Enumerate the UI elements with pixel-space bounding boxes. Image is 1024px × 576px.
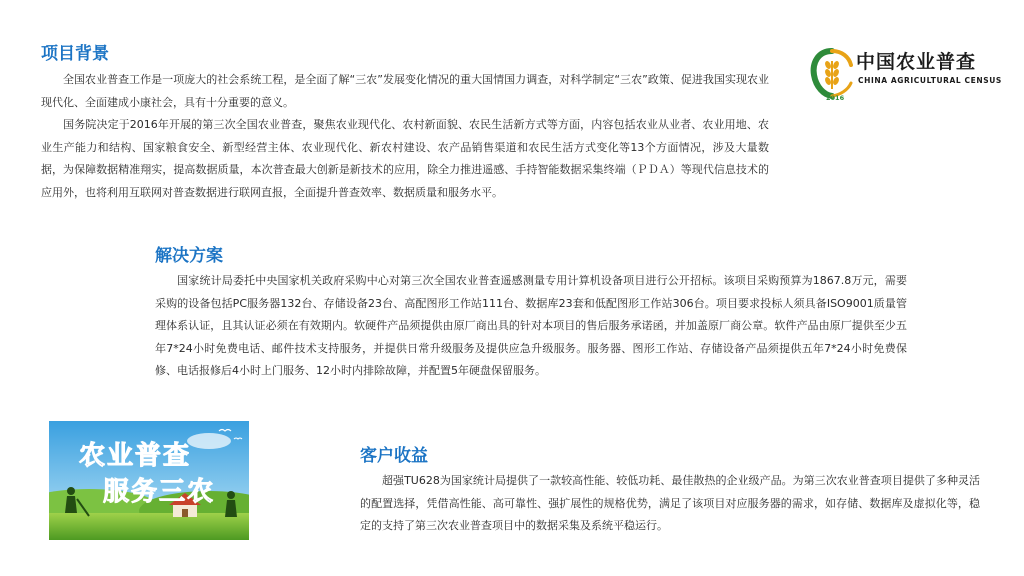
banner-text-line-1: 农业普查: [79, 441, 192, 471]
background-heading: 项目背景: [41, 44, 109, 64]
solution-paragraph-text: 国家统计局委托中央国家机关政府采购中心对第三次全国农业普查遥感测量专用计算机设备项目进行公开招标。该项目采购预算为1867.8万元，需要采购的设备包括PC服务器132台、存储设备23台、高配图形工作站111台、数据库23套和低配图形工作站306台。项目要求投标人须具备ISO9001质量管理体系认证，且其认证必须在有效期内。软硬件产品须提供由原厂商出具的针对本项目的售后服务承诺函，并加盖原厂商公章。软件产品由原厂提供至少五年7*24小时免费电话、邮件技术支持服务，并提供日常升级服务及提供应急升级服务。服务器、图形工作站、存储设备产品须提供五年7*24小时免费保修、电话报修后4小时上门服务、12小时内排除故障，并配置5年硬盘保留服务。: [155, 274, 907, 377]
logo-english-name: CHINA AGRICULTURAL CENSUS: [858, 76, 1002, 85]
solution-heading: 解决方案: [155, 246, 223, 266]
banner-text-line-2: 服务三农: [103, 477, 216, 507]
census-logo: [808, 45, 1002, 101]
agriculture-census-banner-image: [49, 421, 249, 540]
wheat-emblem-icon: [808, 45, 856, 101]
background-paragraph-2-text: 国务院决定于2016年开展的第三次全国农业普查，聚焦农业现代化、农村新面貌、农民生活新方式等方面，内容包括农业从业者、农业用地、农业生产能力和结构、国家粮食安全、新型经营主体、农业现代化、新农村建设、农产品销售渠道和农民生活方式变化等13个方面情况，涉及大量数据，为保障数据精准翔实，提高数据质量，本次普查最大创新是新技术的应用，除全力推进遥感、手持智能数据采集终端（ＰＤＡ）等现代信息技术的应用外，也将利用互联网对普查数据进行联网直报，全面提升普查效率、数据质量和服务水平。: [41, 118, 769, 199]
logo-year: 2016: [826, 94, 845, 101]
background-paragraph-2: [41, 114, 769, 204]
background-paragraph-1-text: 全国农业普查工作是一项庞大的社会系统工程，是全面了解“三农”发展变化情况的重大国情国力调查，对科学制定“三农”政策、促进我国实现农业现代化、全面建成小康社会，具有十分重要的意义。: [41, 73, 769, 109]
benefit-heading: 客户收益: [360, 446, 428, 466]
solution-paragraph: [155, 270, 907, 383]
benefit-paragraph-text: 超强TU628为国家统计局提供了一款较高性能、较低功耗、最佳散热的企业级产品。为第三次农业普查项目提供了多种灵活的配置选择，凭借高性能、高可靠性、强扩展性的规格优势，满足了该项目对应服务器的需求，如存储、数据库及虚拟化等，稳定的支持了第三次农业普查项目中的数据采集及系统平稳运行。: [360, 474, 980, 532]
background-paragraph-1: [41, 69, 769, 114]
benefit-paragraph: [360, 470, 980, 538]
logo-chinese-name: 中国农业普查: [856, 51, 977, 73]
